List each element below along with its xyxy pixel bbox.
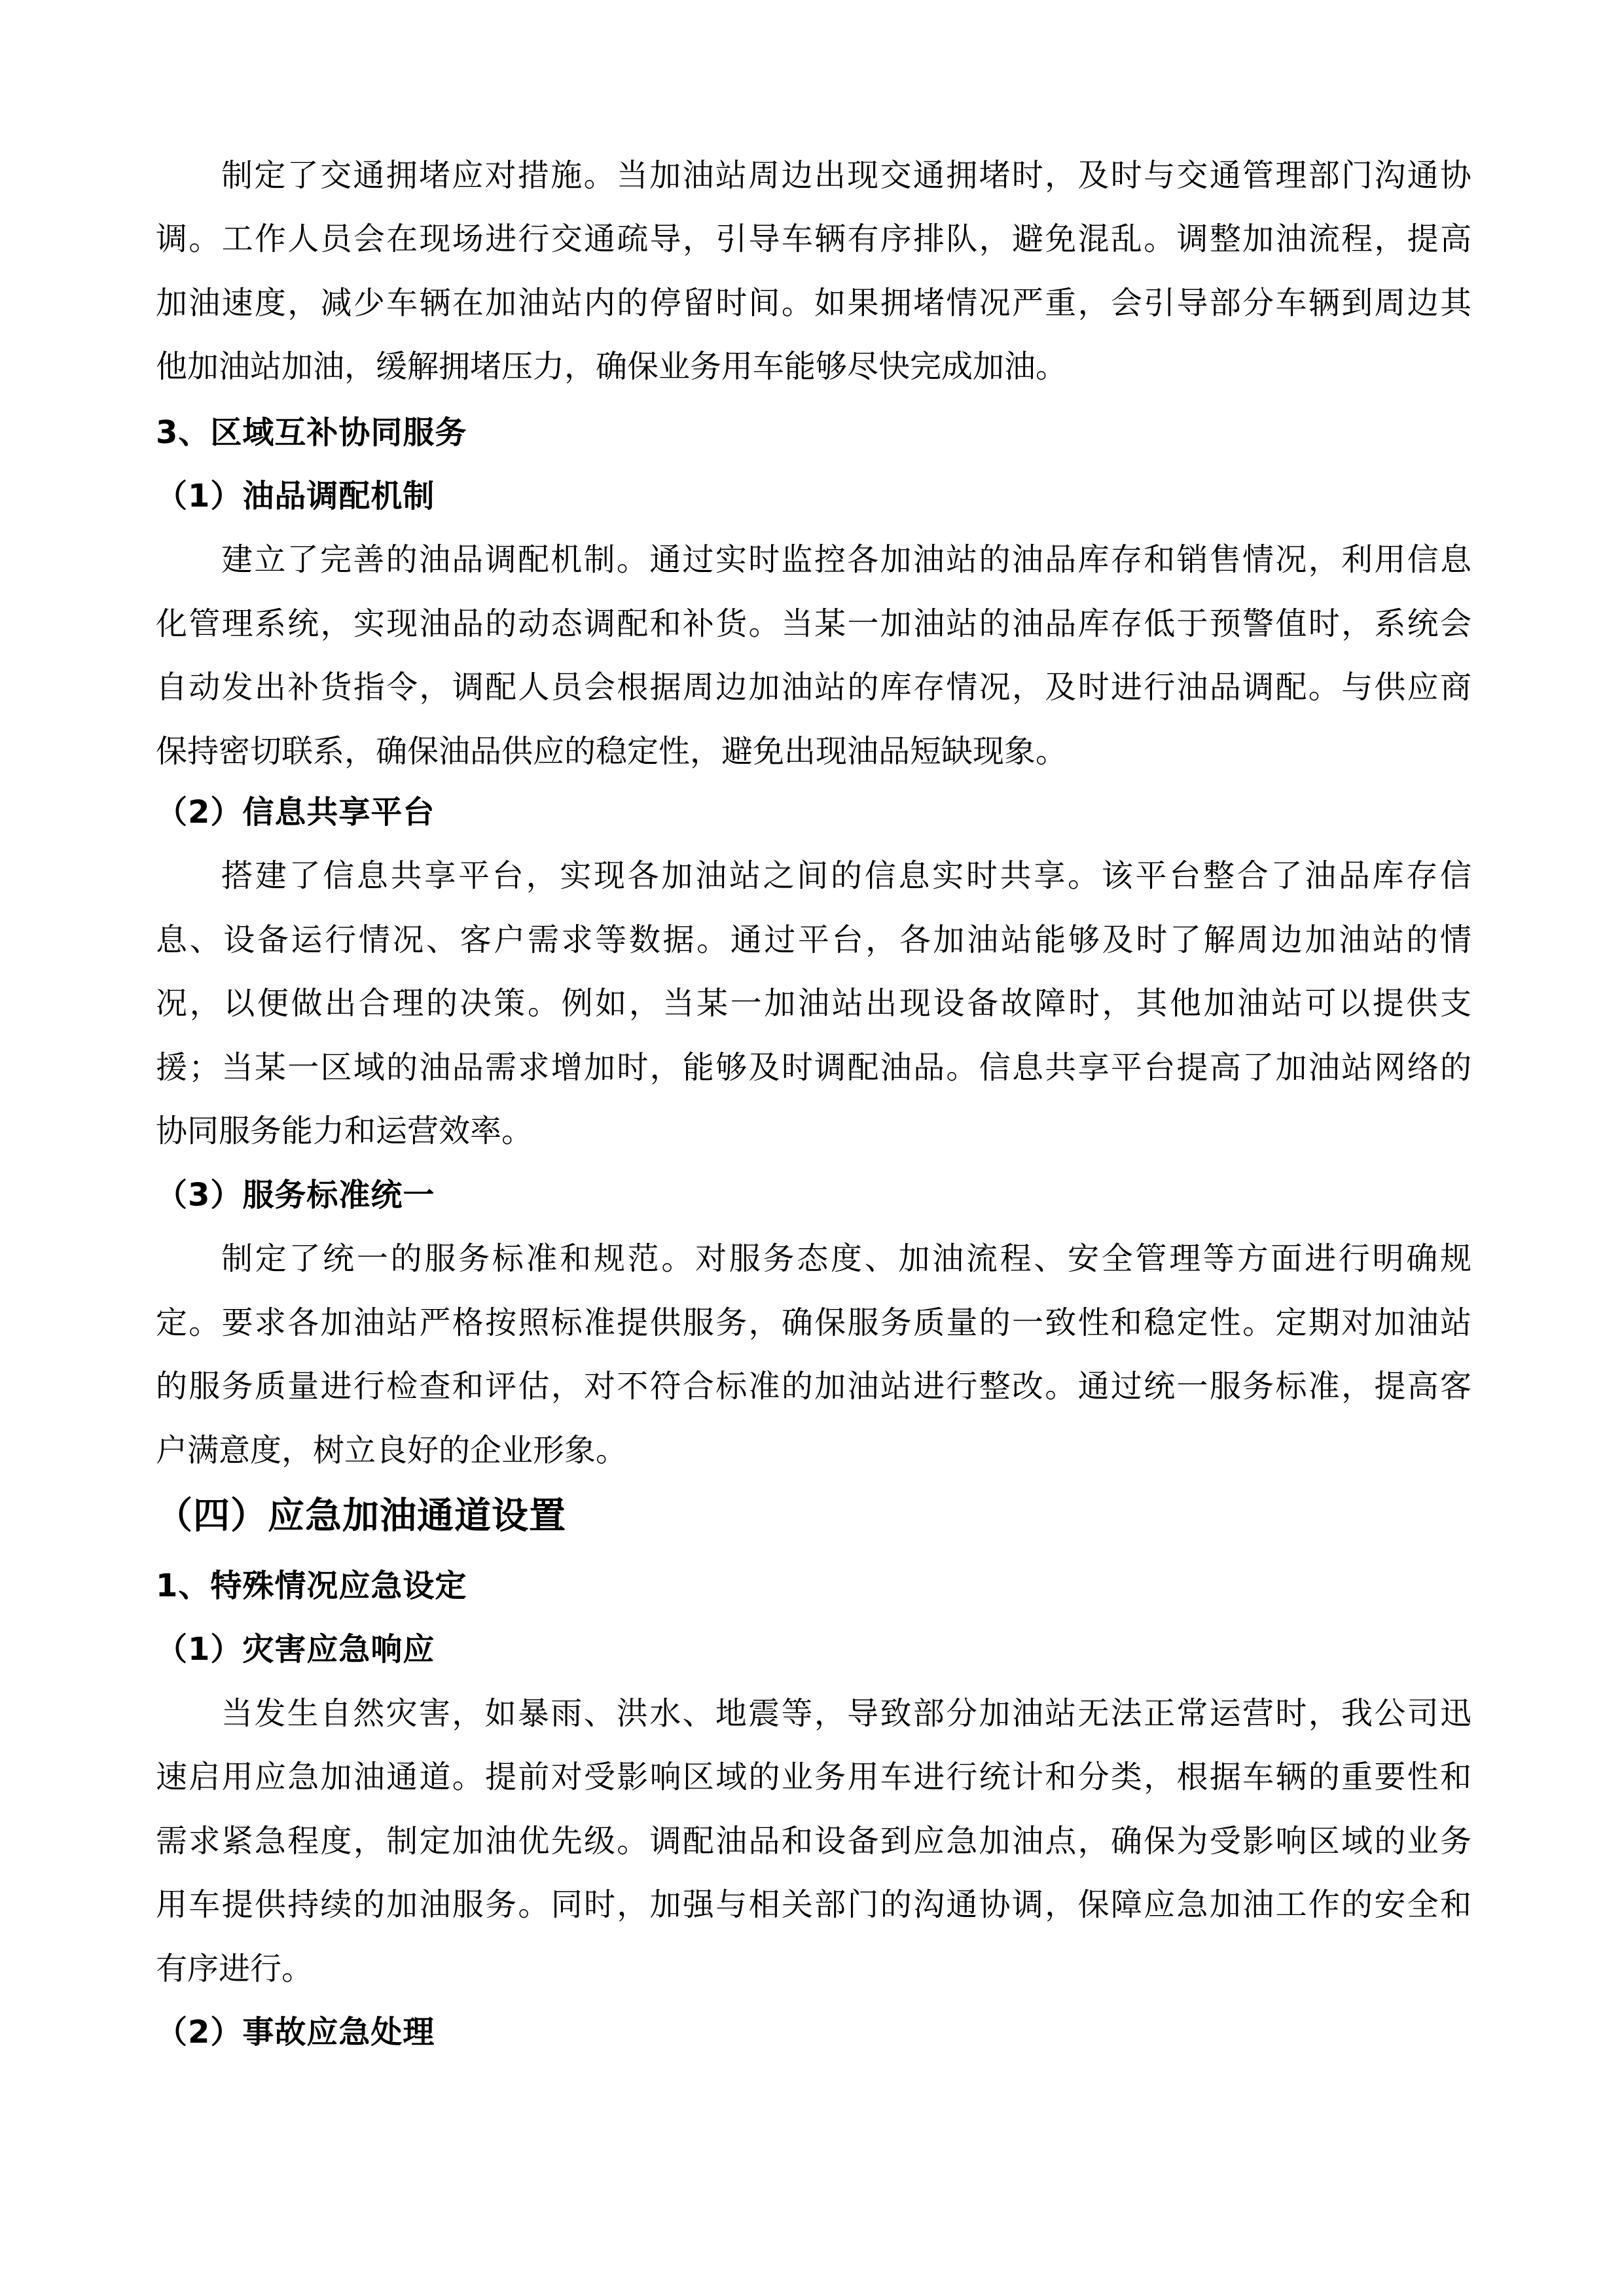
paragraph-line: 建立了完善的油品调配机制。通过实时监控各加油站的油品库存和销售情况，利用信息 xyxy=(221,541,1471,578)
subsection-heading: （2）信息共享平台 xyxy=(156,794,435,831)
paragraph-line: 协同服务能力和运营效率。 xyxy=(156,1113,533,1149)
paragraph-line: 户满意度，树立良好的企业形象。 xyxy=(156,1432,628,1469)
chapter-heading: （四）应急加油通道设置 xyxy=(156,1495,566,1537)
section-heading: 1、特殊情况应急设定 xyxy=(156,1568,467,1604)
paragraph-line: 制定了交通拥堵应对措施。当加油站周边出现交通拥堵时，及时与交通管理部门沟通协 xyxy=(221,157,1471,194)
paragraph-line: 息、设备运行情况、客户需求等数据。通过平台，各加油站能够及时了解周边加油站的情 xyxy=(156,922,1471,958)
subsection-heading: （2）事故应急处理 xyxy=(156,2014,435,2051)
paragraph-line: 有序进行。 xyxy=(156,1950,314,1987)
paragraph-line: 况，以便做出合理的决策。例如，当某一加油站出现设备故障时，其他加油站可以提供支 xyxy=(156,985,1471,1022)
paragraph-line: 援；当某一区域的油品需求增加时，能够及时调配油品。信息共享平台提高了加油站网络的 xyxy=(156,1049,1471,1086)
paragraph-line: 保持密切联系，确保油品供应的稳定性，避免出现油品短缺现象。 xyxy=(156,733,1068,770)
paragraph-line: 需求紧急程度，制定加油优先级。调配油品和设备到应急加油点，确保为受影响区域的业务 xyxy=(156,1823,1471,1859)
paragraph-line: 化管理系统，实现油品的动态调配和补货。当某一加油站的油品库存低于预警值时，系统会 xyxy=(156,605,1471,642)
paragraph-line: 速启用应急加油通道。提前对受影响区域的业务用车进行统计和分类，根据车辆的重要性和 xyxy=(156,1759,1471,1795)
paragraph-line: 搭建了信息共享平台，实现各加油站之间的信息实时共享。该平台整合了油品库存信 xyxy=(221,857,1471,894)
paragraph-line: 他加油站加油，缓解拥堵压力，确保业务用车能够尽快完成加油。 xyxy=(156,348,1068,385)
section-heading: 3、区域互补协同服务 xyxy=(156,414,467,451)
paragraph-line: 自动发出补货指令，调配人员会根据周边加油站的库存情况，及时进行油品调配。与供应商 xyxy=(156,669,1471,706)
paragraph-line: 调。工作人员会在现场进行交通疏导，引导车辆有序排队，避免混乱。调整加油流程，提高 xyxy=(156,221,1471,257)
paragraph-line: 的服务质量进行检查和评估，对不符合标准的加油站进行整改。通过统一服务标准，提高客 xyxy=(156,1368,1471,1405)
paragraph-line: 当发生自然灾害，如暴雨、洪水、地震等，导致部分加油站无法正常运营时，我公司迅 xyxy=(221,1695,1471,1732)
paragraph-line: 用车提供持续的加油服务。同时，加强与相关部门的沟通协调，保障应急加油工作的安全和 xyxy=(156,1886,1471,1923)
paragraph-line: 制定了统一的服务标准和规范。对服务态度、加油流程、安全管理等方面进行明确规 xyxy=(221,1240,1471,1277)
paragraph-line: 定。要求各加油站严格按照标准提供服务，确保服务质量的一致性和稳定性。定期对加油站 xyxy=(156,1304,1471,1341)
subsection-heading: （3）服务标准统一 xyxy=(156,1177,435,1213)
paragraph-line: 加油速度，减少车辆在加油站内的停留时间。如果拥堵情况严重，会引导部分车辆到周边其 xyxy=(156,285,1471,321)
subsection-heading: （1）灾害应急响应 xyxy=(156,1631,435,1668)
subsection-heading: （1）油品调配机制 xyxy=(156,478,435,514)
